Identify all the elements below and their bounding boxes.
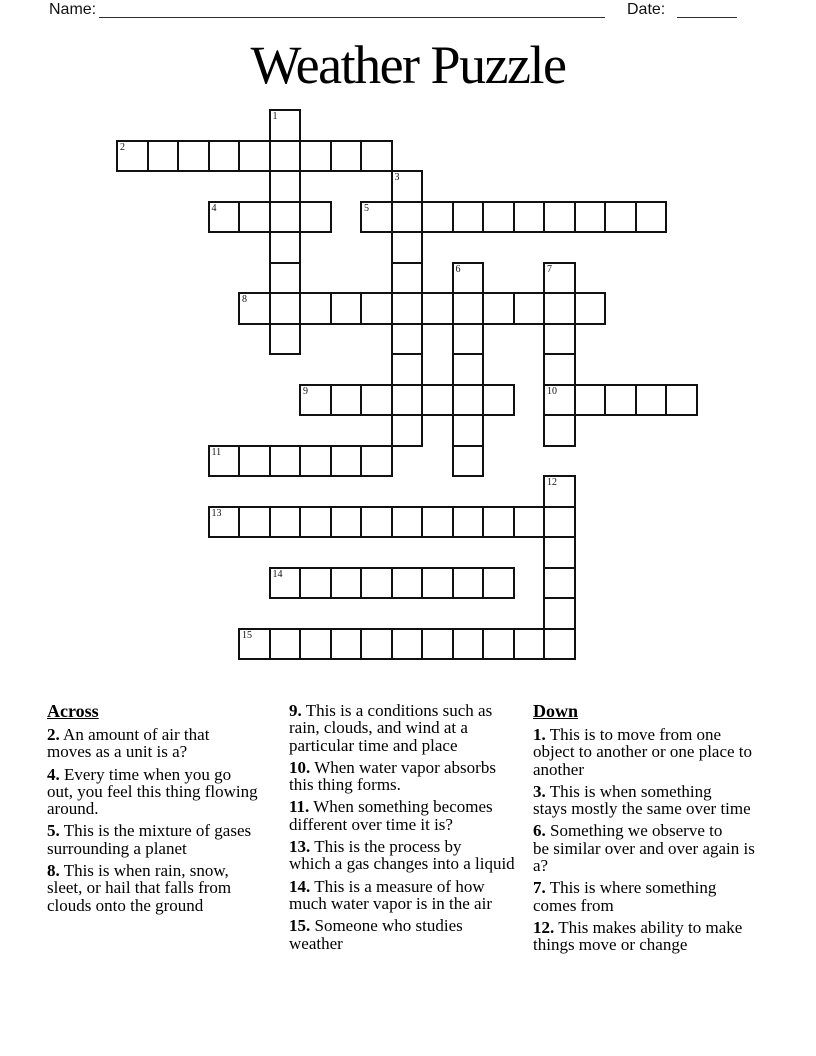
grid-cell <box>269 292 302 325</box>
grid-cell <box>299 628 332 661</box>
clue-line: surrounding a planet <box>47 838 187 858</box>
grid-cell <box>360 445 393 478</box>
grid-cell <box>574 201 607 234</box>
grid-cell <box>543 414 576 447</box>
grid-cell <box>665 384 698 417</box>
clue-line: moves as a unit is a? <box>47 742 188 762</box>
grid-cell <box>543 506 576 539</box>
clue-number: 5. <box>47 821 60 841</box>
grid-cell <box>513 201 546 234</box>
grid-cell <box>330 445 363 478</box>
clue-9 <box>289 702 534 754</box>
clue-number: 9. <box>289 701 302 720</box>
clue-number: 4. <box>47 764 60 784</box>
clue-12 <box>533 919 778 954</box>
clue-number: 3. <box>533 781 546 801</box>
clue-3 <box>533 783 778 818</box>
clue-line: around. <box>47 799 99 819</box>
grid-cell <box>330 292 363 325</box>
clues-heading: Across <box>47 701 99 721</box>
cell-number: 12 <box>547 477 557 488</box>
grid-cell <box>421 201 454 234</box>
grid-cell <box>482 384 515 417</box>
clue-number: 13. <box>289 837 311 857</box>
grid-cell <box>452 414 485 447</box>
name-label: Name: <box>49 1 97 18</box>
clues-column-down <box>533 702 778 959</box>
grid-cell <box>208 445 241 478</box>
grid-cell <box>421 292 454 325</box>
cell-number: 2 <box>120 141 125 153</box>
grid-cell <box>269 262 302 295</box>
clues-column-across <box>47 702 292 919</box>
grid-cell <box>513 506 546 539</box>
cell-number: 6 <box>455 263 461 275</box>
cell-number: 8 <box>242 294 247 305</box>
grid-cell <box>299 140 332 173</box>
grid-cell <box>330 506 363 539</box>
grid-cell <box>574 292 607 325</box>
grid-cell <box>269 567 302 600</box>
clue-line: comes from <box>533 895 614 915</box>
clue-7 <box>533 879 778 914</box>
clue-number: 2. <box>47 725 60 744</box>
clue-line: 11. When something becomes <box>289 797 493 817</box>
grid-cell <box>238 140 271 173</box>
grid-cell <box>238 506 271 539</box>
clue-line: rain, clouds, and wind at a <box>289 718 468 738</box>
clue-number: 12. <box>533 917 555 937</box>
grid-cell <box>452 201 485 234</box>
clue-1 <box>533 726 778 778</box>
grid-cell <box>452 506 485 539</box>
clue-line: 6. Something we observe to <box>533 821 723 841</box>
clue-line: another <box>533 759 584 779</box>
clue-4 <box>47 766 292 818</box>
grid-cell <box>452 628 485 661</box>
grid-cell <box>238 292 271 325</box>
clue-line: clouds onto the ground <box>47 895 204 915</box>
clue-line: be similar over and over again is <box>533 838 755 858</box>
grid-cell <box>635 384 668 417</box>
clue-number: 7. <box>533 878 546 898</box>
grid-cell <box>543 475 576 508</box>
grid-cell <box>452 567 485 600</box>
grid-cell <box>391 292 424 325</box>
grid-cell <box>391 262 424 295</box>
grid-cell <box>391 414 424 447</box>
grid-cell <box>543 597 576 630</box>
grid-cell <box>360 628 393 661</box>
grid-cell <box>543 262 576 295</box>
clue-line: 8. This is when rain, snow, <box>47 861 229 881</box>
grid-cell <box>269 628 302 661</box>
grid-cell <box>452 262 485 295</box>
grid-cell <box>238 628 271 661</box>
grid-cell <box>635 201 668 234</box>
grid-cell <box>452 445 485 478</box>
grid-cell <box>421 567 454 600</box>
cell-number: 15 <box>242 629 252 641</box>
grid-cell <box>208 140 241 173</box>
clue-number: 1. <box>533 725 546 744</box>
grid-cell <box>269 201 302 234</box>
grid-cell <box>543 292 576 325</box>
grid-cell <box>360 567 393 600</box>
clue-number: 6. <box>533 821 546 841</box>
grid-cell <box>452 384 485 417</box>
grid-cell <box>330 628 363 661</box>
grid-cell <box>391 323 424 356</box>
clue-8 <box>47 862 292 914</box>
grid-cell <box>299 201 332 234</box>
clue-15 <box>289 917 534 952</box>
clue-line: particular time and place <box>289 735 458 755</box>
grid-cell <box>269 323 302 356</box>
cell-number: 9 <box>303 385 308 397</box>
clues-heading: Down <box>533 701 579 721</box>
clue-10 <box>289 759 534 794</box>
clue-number: 15. <box>289 916 311 936</box>
grid-cell <box>177 140 210 173</box>
grid-cell <box>543 323 576 356</box>
clue-2 <box>47 726 292 761</box>
grid-cell <box>513 292 546 325</box>
grid-cell <box>391 353 424 386</box>
cell-number: 5 <box>364 202 369 214</box>
grid-cell <box>391 201 424 234</box>
grid-cell <box>482 506 515 539</box>
grid-cell <box>543 201 576 234</box>
grid-cell <box>147 140 180 173</box>
grid-cell <box>269 506 302 539</box>
clue-line: 14. This is a measure of how <box>289 876 485 896</box>
grid-cell <box>360 384 393 417</box>
cell-number: 3 <box>394 172 400 183</box>
clue-number: 10. <box>289 757 311 777</box>
clue-13 <box>289 838 534 873</box>
clue-line: sleet, or hail that falls from <box>47 878 232 898</box>
grid-cell <box>330 140 363 173</box>
clue-line: object to another or one place to <box>533 742 753 762</box>
grid-cell <box>299 567 332 600</box>
grid-cell <box>452 323 485 356</box>
puzzle-title: Weather Puzzle <box>250 35 566 95</box>
grid-cell <box>574 384 607 417</box>
grid-cell <box>208 201 241 234</box>
clue-5 <box>47 822 292 857</box>
clue-line: out, you feel this thing flowing <box>47 781 258 801</box>
clue-6 <box>533 822 778 874</box>
clue-11 <box>289 798 534 833</box>
clue-line: 1. This is to move from one <box>533 725 722 744</box>
cell-number: 4 <box>211 202 217 214</box>
grid-cell <box>543 567 576 600</box>
clue-line: a? <box>533 856 549 876</box>
clue-number: 14. <box>289 876 311 896</box>
clue-line: 9. This is a conditions such as <box>289 701 493 720</box>
clue-line: 2. An amount of air that <box>47 725 210 744</box>
grid-cell <box>513 628 546 661</box>
grid-cell <box>391 384 424 417</box>
clue-line: which a gas changes into a liquid <box>289 854 515 874</box>
grid-cell <box>391 567 424 600</box>
grid-cell <box>330 567 363 600</box>
grid-cell <box>208 506 241 539</box>
grid-cell <box>360 140 393 173</box>
grid-cell <box>421 506 454 539</box>
clue-line: much water vapor is in the air <box>289 893 492 913</box>
clue-line: 3. This is when something <box>533 781 712 801</box>
grid-cell <box>269 109 302 142</box>
grid-cell <box>360 292 393 325</box>
grid-cell <box>604 384 637 417</box>
grid-cell <box>391 170 424 203</box>
cell-number: 13 <box>211 507 222 519</box>
grid-cell <box>360 201 393 234</box>
clue-number: 8. <box>47 861 60 881</box>
clue-line: 13. This is the process by <box>289 837 462 857</box>
grid-cell <box>330 384 363 417</box>
cell-number: 14 <box>272 568 283 580</box>
clue-line: weather <box>289 933 343 953</box>
clue-number: 11. <box>289 797 310 817</box>
grid-cell <box>543 628 576 661</box>
grid-cell <box>360 506 393 539</box>
grid-cell <box>543 536 576 569</box>
grid-cell <box>452 292 485 325</box>
grid-cell <box>299 292 332 325</box>
clue-line: stays mostly the same over time <box>533 799 751 819</box>
grid-cell <box>299 506 332 539</box>
clue-line: different over time it is? <box>289 814 453 834</box>
grid-cell <box>391 231 424 264</box>
clue-line: this thing forms. <box>289 775 401 795</box>
clue-line: 4. Every time when you go <box>47 764 232 784</box>
grid-cell <box>269 140 302 173</box>
grid-cell <box>269 170 302 203</box>
clue-line: 5. This is the mixture of gases <box>47 821 252 841</box>
cell-number: 7 <box>547 263 552 275</box>
grid-cell <box>299 445 332 478</box>
grid-cell <box>482 628 515 661</box>
grid-cell <box>269 445 302 478</box>
grid-cell <box>269 231 302 264</box>
grid-cell <box>482 292 515 325</box>
grid-cell <box>238 201 271 234</box>
grid-cell <box>482 567 515 600</box>
clue-line: 12. This makes ability to make <box>533 917 743 937</box>
clue-line: 15. Someone who studies <box>289 916 463 936</box>
grid-cell <box>482 201 515 234</box>
grid-cell <box>543 384 576 417</box>
clue-line: 7. This is where something <box>533 878 717 898</box>
grid-cell <box>116 140 149 173</box>
grid-cell <box>299 384 332 417</box>
grid-cell <box>452 353 485 386</box>
grid-cell <box>238 445 271 478</box>
clue-line: things move or change <box>533 935 688 955</box>
cell-number: 1 <box>272 111 278 122</box>
clue-line: 10. When water vapor absorbs <box>289 757 496 777</box>
clue-14 <box>289 878 534 913</box>
grid-cell <box>421 628 454 661</box>
cell-number: 10 <box>547 385 557 397</box>
grid-cell <box>421 384 454 417</box>
grid-cell <box>604 201 637 234</box>
grid-cell <box>391 506 424 539</box>
grid-cell <box>391 628 424 661</box>
clues-column-across-continued <box>289 702 534 957</box>
date-label: Date: <box>627 1 666 18</box>
cell-number: 11 <box>211 446 222 458</box>
grid-cell <box>543 353 576 386</box>
